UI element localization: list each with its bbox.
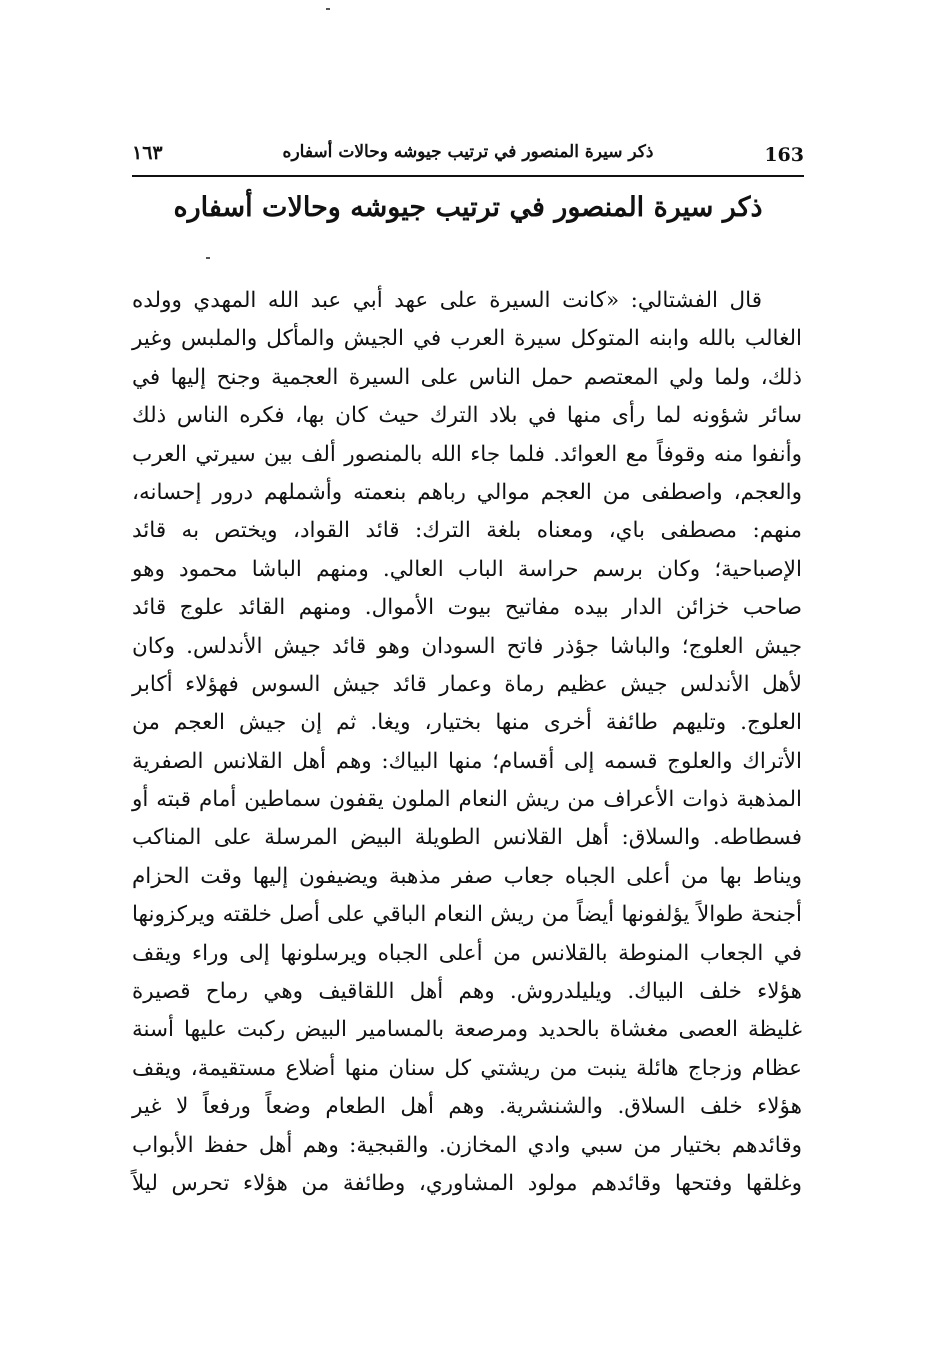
text-line: لأهل الأندلس جيش عظيم رماة وعمار قائد جيش السوس فهؤلاء أكابر [132, 671, 802, 697]
running-header [132, 140, 804, 172]
text-line: والعجم، واصطفى من العجم موالي رباهم بنعمته وأشملهم درور إحسانه، [132, 479, 802, 505]
header-divider [132, 175, 804, 177]
scan-speck [326, 8, 330, 10]
text-line: فسطاطه. والسلاق: أهل القلانس الطويلة البيض المرسلة على المناكب [132, 825, 802, 851]
text-line: قال الفشتالي: «كانت السيرة على عهد أبي عبد الله المهدي وولده [132, 288, 762, 313]
text-line: الأتراك والعلوج قسمه إلى أقسام؛ منها البياك: وهم أهل القلانس الصفرية [132, 748, 802, 774]
text-line: الغالب بالله وابنه المتوكل سيرة العرب في الجيش والمأكل والملبس وغير [132, 326, 802, 352]
text-line: جيش العلوج؛ والباشا جؤذر فاتح السودان وهو قائد جيش الأندلس. وكان [132, 633, 802, 659]
page-number-latin: 163 [764, 144, 804, 166]
text-line: ويناط بها من أعلى الجباه جعاب صفر مذهبة ويضيفون إليها وقت الحزام [132, 863, 802, 889]
text-line: وأنفوا منه وقوفاً مع العوائد. فلما جاء الله بالمنصور ألف بين سيرتي العرب [132, 441, 802, 467]
running-title: ذكر سيرة المنصور في ترتيب جيوشه وحالات أسفاره [282, 142, 654, 162]
chapter-title: ذكر سيرة المنصور في ترتيب جيوشه وحالات أسفاره [173, 192, 763, 223]
text-line: وغلقها وفتحها وقائدهم مولود المشاوري، وطائفة من هؤلاء تحرس ليلاً [132, 1170, 802, 1196]
text-line: منهم: مصطفى باي، ومعناه بلغة الترك: قائد القواد، ويختص به قائد [132, 518, 802, 544]
text-line: العلوج. وتليهم طائفة أخرى منها بختيار، ويغا. ثم إن جيش العجم من [132, 710, 802, 736]
body-text [132, 282, 802, 1203]
text-line: الإصباحية؛ وكان برسم حراسة الباب العالي. ومنهم الباشا محمود وهو [132, 556, 802, 582]
text-line: المذهبة ذوات الأعراف من ريش النعام الملون يقفون سماطين أمام قبته أو [132, 787, 802, 813]
text-line: هؤلاء خلف السلاق. والشنشرية. وهم أهل الطعام وضعاً ورفعاً لا غير [132, 1094, 802, 1120]
scan-speck [206, 257, 210, 259]
text-line: هؤلاء خلف البياك. ويليلدروش. وهم أهل اللقاقيف وهي رماح قصيرة [132, 979, 802, 1005]
text-line: سائر شؤونه لما رأى منها في بلاد الترك حيث كان بها، فكره الناس ذلك [132, 403, 802, 429]
text-line: في الجعاب المنوطة بالقلانس من أعلى الجباه ويرسلونها إلى وراء ويقف [132, 940, 802, 966]
page-number-arabic: ١٦٣ [132, 142, 163, 164]
text-line: ذلك، ولما ولي المعتصم حمل الناس على السيرة العجمية وجنح إليها في [132, 364, 802, 390]
text-line: صاحب خزائن الدار بيده مفاتيح بيوت الأموال. ومنهم القائد علوج قائد [132, 595, 802, 621]
text-line: أجنحة طوالاً يؤلفونها أيضاً من ريش النعام الباقي على أصل خلقته ويركزونها [132, 902, 802, 928]
text-line: وقائدهم بختيار من سبي وادي المخازن. والقبجية: وهم أهل حفظ الأبواب [132, 1132, 802, 1158]
text-line: غليظة العصى مغشاة بالحديد ومرصعة بالمسامير البيض ركبت عليها أسنة [132, 1017, 802, 1043]
text-line: عظام وزجاج هائلة ينبت من ريشتي كل سنان منها أضلاع مستقيمة، ويقف [132, 1055, 802, 1081]
